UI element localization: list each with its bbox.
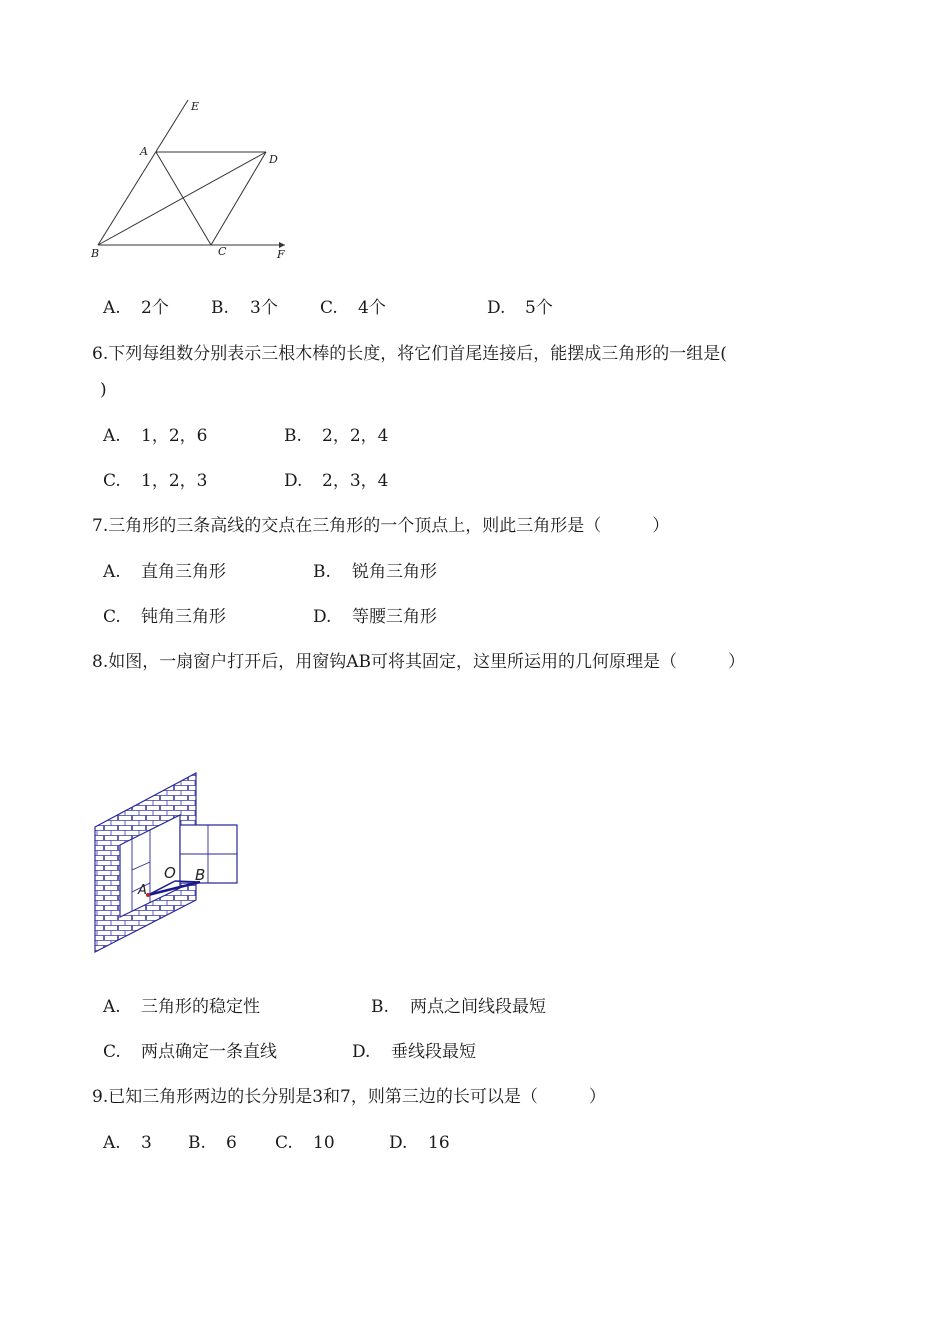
label-a: A [140, 145, 148, 158]
line-bd [98, 152, 266, 245]
label-b: B [195, 866, 206, 884]
q6-option-b-text: 2，2，4 [322, 426, 389, 446]
q5-option-a-text: 2个 [141, 298, 169, 318]
q9-option-a-text: 3 [141, 1133, 152, 1153]
label-o: O [164, 864, 176, 882]
line-ac [156, 152, 211, 245]
q9-option-c-letter: C. [275, 1133, 293, 1153]
q9-option-c-text: 10 [313, 1133, 335, 1153]
q6-option-d-letter: D. [284, 471, 303, 491]
q8-stem: 8.如图，一扇窗户打开后，用窗钩AB可将其固定，这里所运用的几何原理是（ ） [92, 652, 745, 672]
q9-option-b-text: 6 [226, 1133, 237, 1153]
q7-stem: 7.三角形的三条高线的交点在三角形的一个顶点上，则此三角形是（ ） [92, 516, 670, 536]
q6-option-c-text: 1，2，3 [141, 471, 208, 491]
label-c: C [218, 245, 227, 258]
q8-option-d-letter: D. [352, 1042, 371, 1062]
q8-option-c-text: 两点确定一条直线 [141, 1042, 277, 1062]
q8-option-c-letter: C. [103, 1042, 121, 1062]
q7-option-c-letter: C. [103, 607, 121, 627]
label-d: D [269, 153, 278, 166]
q6-option-b-letter: B. [284, 426, 302, 446]
line-dc [211, 152, 266, 245]
q5-option-c-text: 4个 [358, 298, 386, 318]
q5-option-b-letter: B. [211, 298, 229, 318]
q6-option-c-letter: C. [103, 471, 121, 491]
q6-option-d-text: 2，3，4 [322, 471, 389, 491]
q6-option-a-letter: A. [103, 426, 121, 446]
q6-stem-line2: ) [100, 380, 107, 400]
q8-option-d-text: 垂线段最短 [391, 1042, 476, 1062]
label-f: F [277, 248, 285, 261]
q5-option-c-letter: C. [320, 298, 338, 318]
q5-option-d-letter: D. [487, 298, 506, 318]
q6-option-a-text: 1，2，6 [141, 426, 208, 446]
q7-option-c-text: 钝角三角形 [141, 607, 226, 627]
q7-option-a-letter: A. [103, 562, 121, 582]
label-e: E [191, 100, 200, 113]
q9-option-a-letter: A. [103, 1133, 121, 1153]
line-be [98, 100, 188, 245]
q5-option-a-letter: A. [103, 298, 121, 318]
label-a: A [138, 883, 147, 898]
q7-option-b-text: 锐角三角形 [352, 562, 437, 582]
q8-option-a-letter: A. [103, 997, 121, 1017]
q8-option-b-text: 两点之间线段最短 [410, 997, 546, 1017]
q8-option-a-text: 三角形的稳定性 [141, 997, 260, 1017]
label-b: B [91, 247, 100, 260]
q9-option-d-text: 16 [428, 1133, 450, 1153]
q7-option-b-letter: B. [313, 562, 331, 582]
q5-option-d-text: 5个 [525, 298, 553, 318]
q9-option-d-letter: D. [389, 1133, 408, 1153]
q7-option-d-text: 等腰三角形 [352, 607, 437, 627]
q9-stem: 9.已知三角形两边的长分别是3和7，则第三边的长可以是（ ） [92, 1087, 606, 1107]
q7-option-a-text: 直角三角形 [141, 562, 226, 582]
q9-option-b-letter: B. [188, 1133, 206, 1153]
q8-option-b-letter: B. [371, 997, 389, 1017]
parallelogram-figure [85, 95, 295, 265]
window-hook-figure [90, 770, 250, 960]
q7-option-d-letter: D. [313, 607, 332, 627]
q6-stem-line1: 6.下列每组数分别表示三根木棒的长度，将它们首尾连接后，能摆成三角形的一组是( [92, 344, 727, 364]
q5-option-b-text: 3个 [250, 298, 278, 318]
